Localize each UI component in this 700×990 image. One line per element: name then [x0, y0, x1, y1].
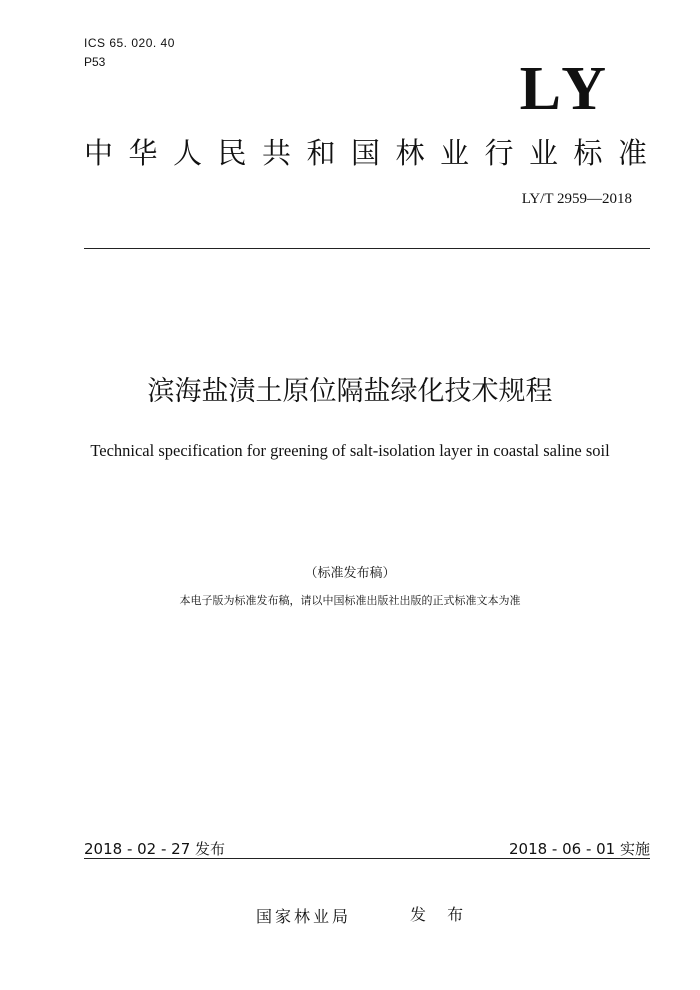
ly-logo: LY [519, 55, 612, 123]
publisher-name: 国家林业局 [256, 907, 352, 926]
issue-date: 2018 - 02 - 27 发布 [84, 840, 226, 858]
document-title-chinese: 滨海盐渍土原位隔盐绿化技术规程 [147, 376, 553, 407]
ccs-code: P53 [84, 55, 106, 69]
footer-divider [84, 858, 650, 859]
standard-category-title: 中华人民共和国林业行业标准 [84, 136, 663, 170]
draft-note: 本电子版为标准发布稿，请以中国标准出版社出版的正式标准文本为准 [179, 594, 521, 607]
ics-code: ICS 65. 020. 40 [84, 36, 175, 50]
draft-label: （标准发布稿） [304, 566, 396, 581]
publish-label: 发 布 [410, 905, 472, 924]
standard-number: LY/T 2959—2018 [521, 191, 632, 207]
header-divider [84, 248, 650, 249]
implementation-date: 2018 - 06 - 01 实施 [508, 840, 650, 858]
document-title-english: Technical specification for greening of salt-isolation layer in coastal saline soil [90, 441, 610, 460]
